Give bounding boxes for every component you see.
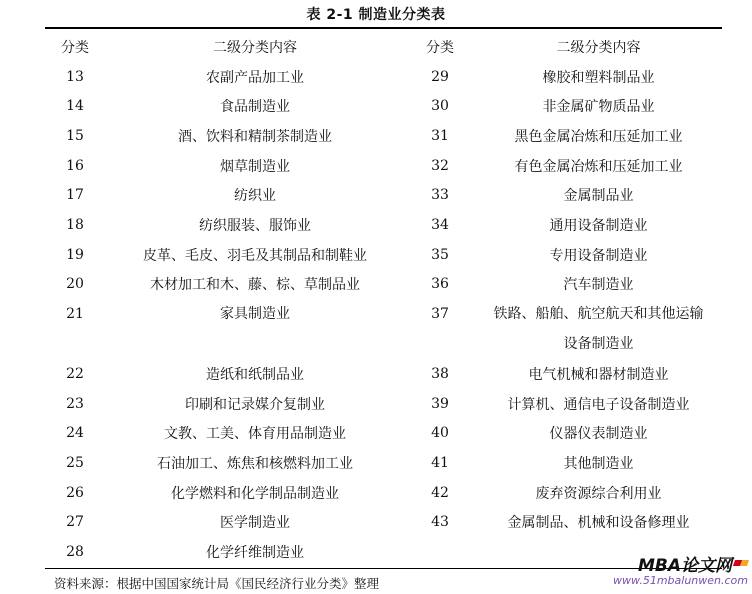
table-row — [45, 419, 722, 449]
category-cell: 橡胶和塑料制品业 — [542, 69, 655, 86]
category-cell: 纺织服装、服饰业 — [199, 217, 311, 234]
code-cell: 30 — [431, 98, 449, 115]
code-cell: 26 — [66, 484, 84, 501]
category-cell: 其他制造业 — [563, 456, 634, 473]
code-cell: 36 — [431, 276, 449, 293]
source-note: 资料来源：根据中国国家统计局《国民经济行业分类》整理 — [54, 576, 380, 591]
table-row — [45, 91, 722, 121]
code-cell: 20 — [66, 276, 84, 293]
category-cell: 皮革、毛皮、羽毛及其制品和制鞋业 — [143, 247, 367, 264]
code-cell: 19 — [66, 246, 84, 263]
classification-table — [45, 32, 722, 567]
code-cell: 32 — [431, 157, 449, 174]
code-cell: 24 — [66, 425, 84, 442]
code-cell: 28 — [66, 544, 84, 561]
header-row — [45, 32, 722, 62]
category-cell: 非金属矿物质品业 — [542, 99, 655, 116]
category-cell: 汽车制造业 — [563, 277, 634, 294]
category-cell: 医学制造业 — [220, 515, 290, 532]
category-cell: 仪器仪表制造业 — [549, 426, 648, 443]
code-cell: 31 — [431, 127, 449, 144]
table-row — [45, 478, 722, 508]
category-cell: 金属制品业 — [563, 188, 634, 205]
header-code-left: 分类 — [61, 39, 89, 56]
code-cell: 42 — [431, 484, 449, 501]
header-name-left: 二级分类内容 — [213, 39, 297, 56]
code-cell: 17 — [66, 187, 84, 204]
category-cell: 废弃资源综合利用业 — [535, 485, 662, 502]
code-cell: 16 — [66, 157, 84, 174]
category-cell: 烟草制造业 — [220, 158, 290, 175]
watermark-url: www.51mbalunwen.com — [613, 574, 748, 587]
watermark-logo — [613, 558, 748, 575]
category-line-1: 铁路、船舶、航空航天和其他运输 — [493, 306, 704, 323]
code-cell: 33 — [431, 187, 449, 204]
category-cell: 食品制造业 — [220, 99, 290, 116]
table-row — [45, 508, 722, 538]
table-row — [45, 389, 722, 419]
table-row — [45, 270, 722, 300]
category-cell: 通用设备制造业 — [549, 217, 648, 234]
category-cell: 纺织业 — [234, 188, 276, 205]
code-cell: 29 — [431, 68, 449, 85]
category-cell: 金属制品、机械和设备修理业 — [507, 515, 690, 532]
table-row — [45, 210, 722, 240]
category-cell: 家具制造业 — [220, 306, 290, 323]
category-cell: 酒、饮料和精制茶制造业 — [178, 128, 332, 145]
table-row — [45, 121, 722, 151]
code-cell: 35 — [431, 246, 449, 263]
header-code-right: 分类 — [426, 39, 454, 56]
category-cell-multiline — [475, 299, 722, 359]
code-cell: 18 — [66, 216, 84, 233]
category-cell: 造纸和纸制品业 — [206, 367, 304, 384]
top-rule — [45, 27, 722, 29]
code-cell: 13 — [66, 68, 84, 85]
category-cell: 木材加工和木、藤、棕、草制品业 — [150, 277, 360, 294]
table-row — [45, 359, 722, 389]
table-row — [45, 62, 722, 92]
table-row — [45, 448, 722, 478]
code-cell: 43 — [431, 514, 449, 531]
code-cell: 25 — [66, 455, 84, 472]
table-title: 表 2-1 制造业分类表 — [306, 7, 446, 23]
category-cell: 印刷和记录媒介复制业 — [185, 396, 325, 413]
code-cell: 21 — [66, 306, 84, 323]
code-cell: 41 — [431, 455, 449, 472]
category-cell: 有色金属冶炼和压延加工业 — [514, 158, 683, 175]
code-cell: 23 — [66, 395, 84, 412]
category-line-2: 设备制造业 — [563, 336, 634, 353]
code-cell: 39 — [431, 395, 449, 412]
header-name-right: 二级分类内容 — [556, 39, 641, 56]
flag-icon — [733, 560, 749, 566]
code-cell — [405, 537, 475, 567]
code-cell: 27 — [66, 514, 84, 531]
table-row — [45, 240, 722, 270]
table-row — [45, 151, 722, 181]
category-cell: 石油加工、炼焦和核燃料加工业 — [157, 456, 353, 473]
category-cell: 黑色金属冶炼和压延加工业 — [514, 128, 683, 145]
category-cell: 计算机、通信电子设备制造业 — [507, 396, 690, 413]
category-cell: 化学纤维制造业 — [206, 545, 304, 562]
watermark — [613, 558, 748, 586]
watermark-logo-text: MBA论文网 — [637, 556, 732, 576]
code-cell: 15 — [66, 127, 84, 144]
table-row — [45, 299, 722, 359]
code-cell: 14 — [66, 98, 84, 115]
code-cell: 38 — [431, 366, 449, 383]
category-cell: 农副产品加工业 — [206, 69, 304, 86]
category-cell: 专用设备制造业 — [549, 247, 648, 264]
code-cell: 37 — [431, 306, 449, 323]
table-row — [45, 180, 722, 210]
category-cell: 文教、工美、体育用品制造业 — [164, 426, 346, 443]
code-cell: 40 — [431, 425, 449, 442]
code-cell: 34 — [431, 216, 449, 233]
code-cell: 22 — [66, 366, 84, 383]
category-cell: 化学燃料和化学制品制造业 — [171, 485, 339, 502]
category-cell: 电气机械和器材制造业 — [528, 367, 669, 384]
